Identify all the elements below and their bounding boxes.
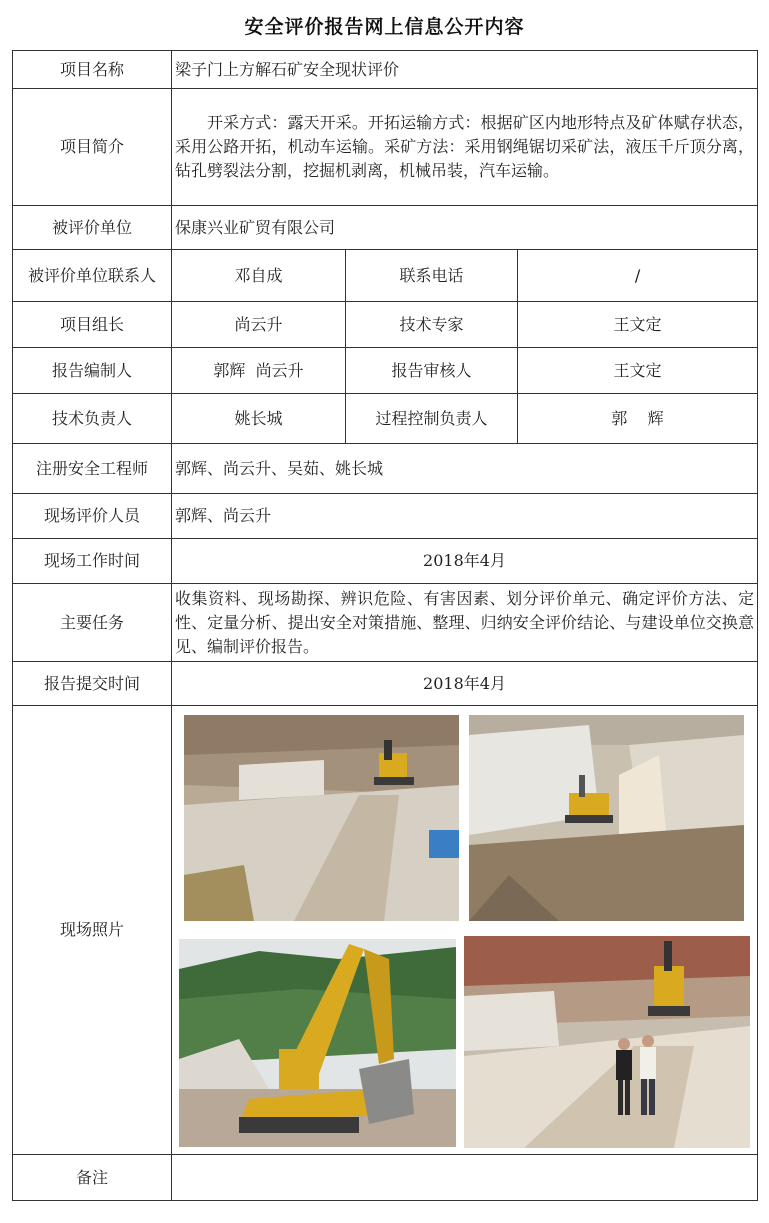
value-reviewer: 王文定 <box>518 348 758 394</box>
photo-grid <box>172 706 757 1154</box>
value-engineers: 郭辉、尚云升、吴茹、姚长城 <box>172 444 758 494</box>
row-engineers <box>13 444 758 494</box>
photo-quarry-wall <box>469 715 744 921</box>
value-field-staff: 郭辉、尚云升 <box>172 494 758 539</box>
value-remarks <box>172 1155 758 1201</box>
label-project-name: 项目名称 <box>13 51 172 89</box>
label-expert: 技术专家 <box>346 302 518 348</box>
label-phone: 联系电话 <box>346 250 518 302</box>
value-phone: / <box>518 250 758 302</box>
row-remarks <box>13 1155 758 1201</box>
value-evaluated-unit: 保康兴业矿贸有限公司 <box>172 206 758 250</box>
quarry-wall-photo <box>469 715 744 921</box>
row-report-author <box>13 348 758 394</box>
row-tech-lead <box>13 394 758 444</box>
label-submit-time: 报告提交时间 <box>13 662 172 706</box>
label-engineers: 注册安全工程师 <box>13 444 172 494</box>
value-submit-time: 2018年4月 <box>172 662 758 706</box>
label-field-staff: 现场评价人员 <box>13 494 172 539</box>
photo-quarry-workers <box>464 936 750 1148</box>
project-intro-text: 开采方式：露天开采。开拓运输方式：根据矿区内地形特点及矿体赋存状态，采用公路开拓，机动车运输。采矿方法：采用钢绳锯切采矿法，液压千斤顶分离，钻孔劈裂法分割，挖掘机剥离，机械吊装，汽车运输。 <box>175 113 755 180</box>
row-field-time <box>13 539 758 584</box>
label-team-leader: 项目组长 <box>13 302 172 348</box>
row-project-intro <box>13 89 758 206</box>
value-tech-lead: 姚长城 <box>172 394 346 444</box>
value-team-leader: 尚云升 <box>172 302 346 348</box>
photos-cell <box>172 706 758 1155</box>
label-reviewer: 报告审核人 <box>346 348 518 394</box>
label-field-time: 现场工作时间 <box>13 539 172 584</box>
label-process-control: 过程控制负责人 <box>346 394 518 444</box>
label-project-intro: 项目简介 <box>13 89 172 206</box>
row-field-staff <box>13 494 758 539</box>
label-main-tasks: 主要任务 <box>13 584 172 662</box>
value-report-author: 郭辉 尚云升 <box>172 348 346 394</box>
row-evaluated-unit <box>13 206 758 250</box>
label-contact: 被评价单位联系人 <box>13 250 172 302</box>
photo-quarry-excavator <box>184 715 459 921</box>
label-report-author: 报告编制人 <box>13 348 172 394</box>
quarry-excavator-photo <box>184 715 459 921</box>
excavator-closeup-photo <box>179 939 456 1147</box>
value-project-name: 梁子门上方解石矿安全现状评价 <box>172 51 758 89</box>
row-submit-time <box>13 662 758 706</box>
row-main-tasks <box>13 584 758 662</box>
page-title: 安全评价报告网上信息公开内容 <box>244 16 525 38</box>
photo-excavator-closeup <box>179 939 456 1147</box>
label-remarks: 备注 <box>13 1155 172 1201</box>
info-table <box>12 50 758 1201</box>
row-contact <box>13 250 758 302</box>
value-expert: 王文定 <box>518 302 758 348</box>
row-team-leader <box>13 302 758 348</box>
value-contact-person: 邓自成 <box>172 250 346 302</box>
value-process-control: 郭 辉 <box>518 394 758 444</box>
label-evaluated-unit: 被评价单位 <box>13 206 172 250</box>
row-project-name <box>13 51 758 89</box>
row-photos <box>13 706 758 1155</box>
label-tech-lead: 技术负责人 <box>13 394 172 444</box>
value-main-tasks: 收集资料、现场勘探、辨识危险、有害因素、划分评价单元、确定评价方法、定性、定量分析、提出安全对策措施、整理、归纳安全评价结论、与建设单位交换意见、编制评价报告。 <box>172 584 758 662</box>
label-photos: 现场照片 <box>13 706 172 1155</box>
quarry-workers-photo <box>464 936 750 1148</box>
value-field-time: 2018年4月 <box>172 539 758 584</box>
value-project-intro <box>172 89 758 206</box>
